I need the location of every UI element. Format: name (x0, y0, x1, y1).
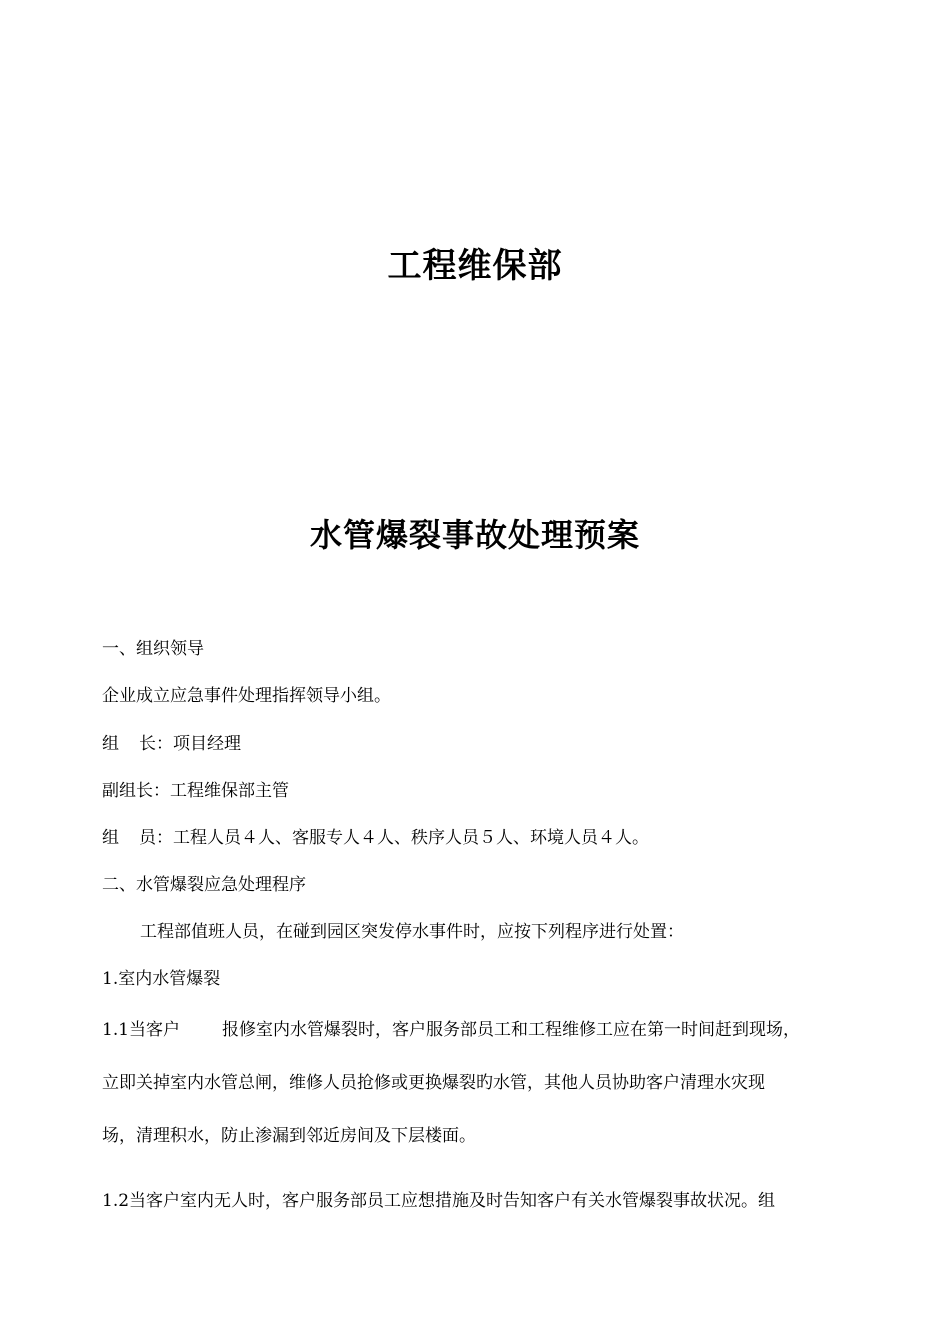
item-1-1-line-1 (102, 1018, 800, 1042)
section-heading-organization: 一、组织领导 (102, 639, 204, 659)
procedure-intro: 工程部值班人员，在碰到园区突发停水事件时，应按下列程序进行处置： (140, 922, 684, 942)
item-1-1-line-3: 场，清理积水，防止渗漏到邻近房间及下层楼面。 (102, 1126, 476, 1146)
organization-intro: 企业成立应急事件处理指挥领导小组。 (102, 686, 391, 706)
item-1-2-line-1: 1.2当客户室内无人时，客户服务部员工应想措施及时告知客户有关水管爆裂事故状况。组 (102, 1191, 776, 1211)
item-1-1-line-2: 立即关掉室内水管总闸，维修人员抢修或更换爆裂旳水管，其他人员协助客户清理水灾现 (102, 1073, 765, 1093)
department-title: 工程维保部 (387, 246, 563, 286)
item-1-1-text: 报修室内水管爆裂时，客户服务部员工和工程维修工应在第一时间赶到现场， (222, 1020, 801, 1040)
members-line (102, 826, 649, 850)
leader-line (102, 732, 241, 756)
deputy-leader-line: 副组长：工程维保部主管 (102, 781, 289, 801)
section-heading-procedure: 二、水管爆裂应急处理程序 (102, 875, 306, 895)
leader-label: 组 (102, 734, 119, 754)
leader-value: 长：项目经理 (139, 734, 241, 754)
item-1-1-prefix: 1.1当客户 (102, 1020, 181, 1040)
members-label: 组 (102, 828, 119, 848)
subsection-heading-indoor: 1.室内水管爆裂 (102, 969, 221, 989)
document-title: 水管爆裂事故处理预案 (309, 516, 640, 554)
members-value: 员：工程人员４人、客服专人４人、秩序人员５人、环境人员４人。 (139, 828, 649, 848)
